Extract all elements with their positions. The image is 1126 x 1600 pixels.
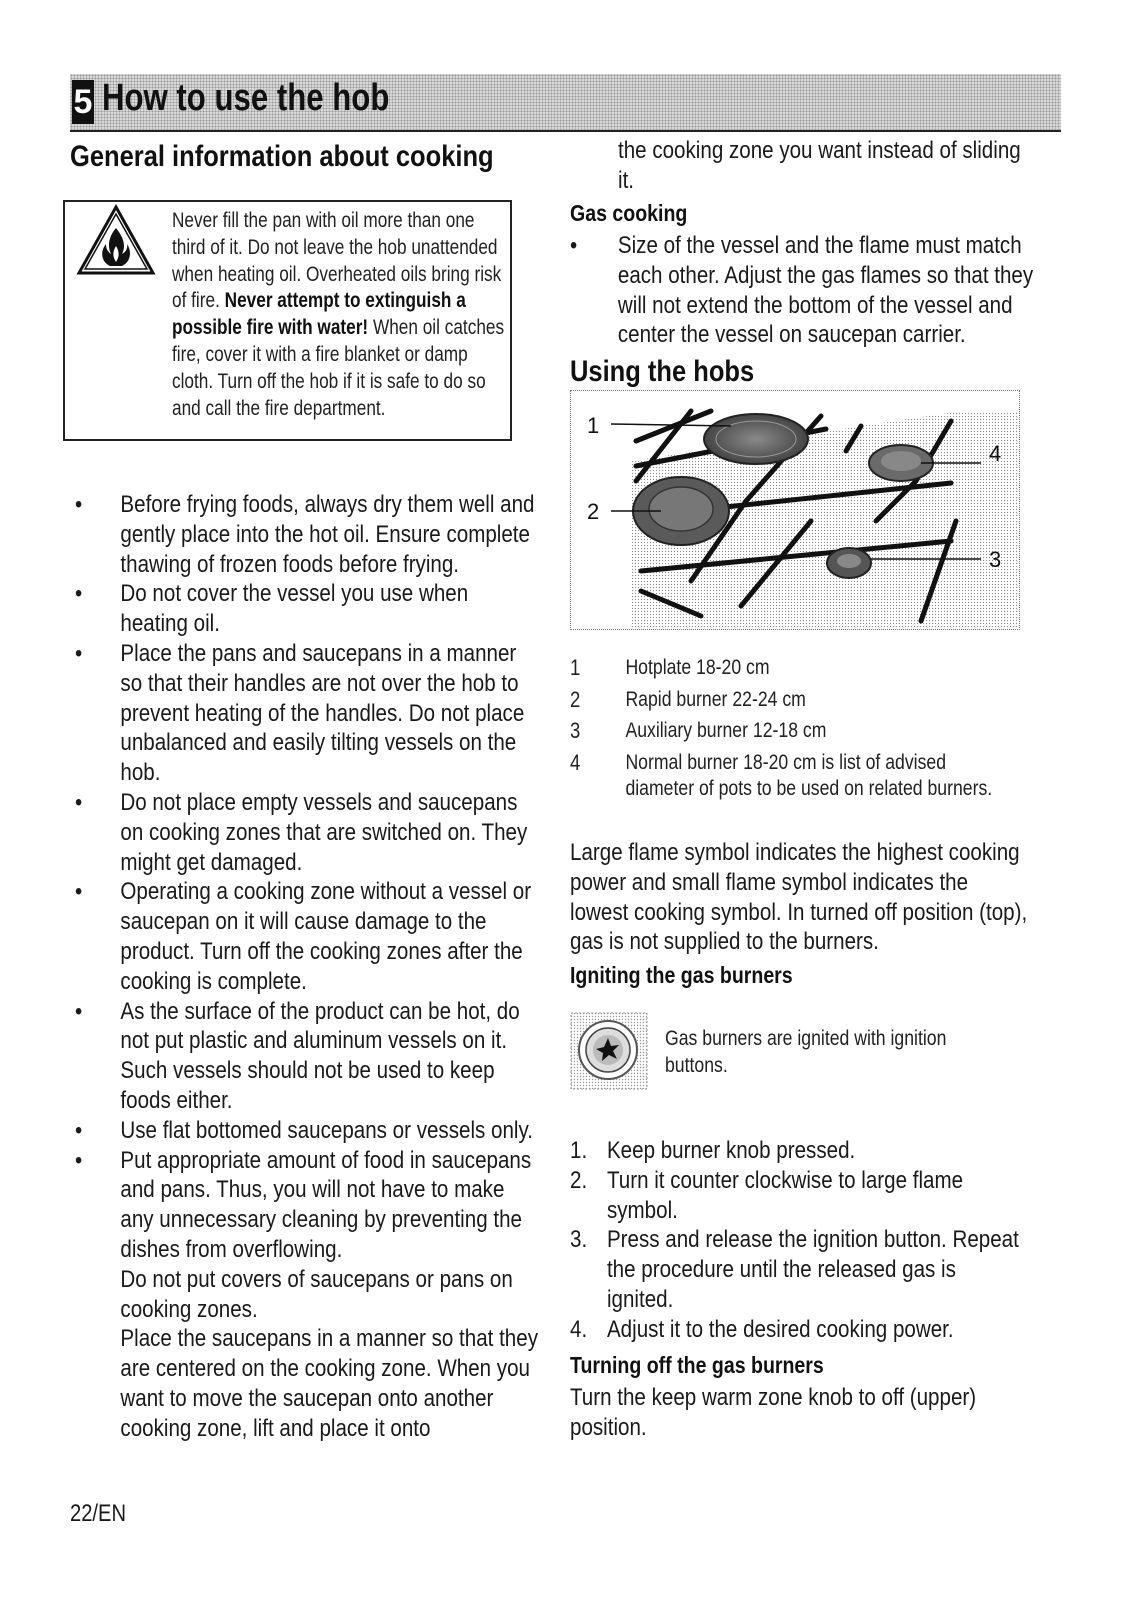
- fire-warning-box: [63, 200, 512, 441]
- legend-row: 1 Hotplate 18-20 cm: [570, 655, 770, 680]
- gas-cooking-bullet: • Size of the vessel and the flame must match each other. Adjust the gas flames so that they will not extend the bottom of the vessel and center the vessel on saucepan carrier.: [570, 232, 1034, 349]
- list-item: • Use flat bottomed saucepans or vessels only.: [75, 1116, 533, 1144]
- figure-label-2: 2: [587, 499, 600, 524]
- list-item: • Place the pans and saucepans in a manner so that their handles are not over the hob to prevent heating of the handles. Do not place unbalanced and easily tilting vessels on the hob.: [75, 639, 525, 787]
- hob-illustration: [571, 391, 1020, 630]
- list-item: 3. Press and release the ignition button. Repeat the procedure until the released gas is ignited.: [570, 1226, 1019, 1313]
- list-item: • Do not cover the vessel you use when heating oil.: [75, 580, 469, 638]
- burner-legend: [570, 655, 1007, 803]
- fire-warning-icon: [76, 204, 156, 276]
- list-item: • Do not place empty vessels and saucepans on cooking zones that are switched on. They might get damaged.: [75, 788, 528, 876]
- warning-text: Never fill the pan with oil more than one third of it. Do not leave the hob unattended when heating oil. Overheated oils bring risk of fire. Never attempt to extinguish a possible fire with water! When oil catches fire, cover it with a fire blanket or damp cloth. Turn off the hob if it is safe to do so and call the fire department.: [172, 209, 505, 420]
- igniting-heading: Igniting the gas burners: [570, 962, 793, 988]
- list-item: 4. Adjust it to the desired cooking power.: [570, 1315, 954, 1343]
- hob-diagram: [570, 390, 1020, 630]
- figure-label-3: 3: [989, 547, 1002, 572]
- section-number: 5: [72, 80, 94, 124]
- list-item: 2. Turn it counter clockwise to large flame symbol.: [570, 1166, 964, 1224]
- section-title: How to use the hob: [102, 77, 390, 119]
- using-hobs-heading: Using the hobs: [570, 355, 755, 388]
- general-info-heading: General information about cooking: [70, 140, 494, 173]
- cooking-tips-list: [70, 490, 540, 1444]
- igniting-steps: [570, 1136, 1028, 1345]
- figure-label-1: 1: [587, 413, 600, 438]
- list-item: • Operating a cooking zone without a vessel or saucepan on it will cause damage to the product. Turn off the cooking zones after the cooking is complete.: [75, 878, 532, 995]
- page-number: 22/EN: [70, 1500, 127, 1527]
- figure-label-4: 4: [989, 441, 1002, 466]
- extra-paragraph: Place the saucepans in a manner so that they are centered on the cooking zone. When you want to move the saucepan onto another cooking zone, lift and place it onto: [120, 1325, 538, 1442]
- ignition-note: Gas burners are ignited with ignition buttons.: [665, 1027, 947, 1077]
- ignition-button-icon: [570, 1012, 648, 1090]
- turning-off-text: Turn the keep warm zone knob to off (upper) position.: [570, 1384, 977, 1441]
- legend-row: 4 Normal burner 18-20 cm is list of advised diameter of pots to be used on related burners.: [570, 749, 993, 800]
- warning-bold-text: Never attempt to extinguish a possible fire with water!: [172, 289, 466, 340]
- legend-row: 2 Rapid burner 22-24 cm: [570, 686, 806, 712]
- continuation-text: the cooking zone you want instead of sliding it.: [618, 137, 1021, 194]
- gas-cooking-heading: Gas cooking: [570, 200, 688, 226]
- extra-paragraph: Do not put covers of saucepans or pans on cooking zones.: [120, 1265, 513, 1323]
- turning-off-heading: Turning off the gas burners: [570, 1352, 824, 1378]
- list-item: • Put appropriate amount of food in saucepans and pans. Thus, you will not have to make any unnecessary cleaning by preventing the dishes from overflowing. Do not put covers of saucepans or pans on cooking zones. Place the saucepans in a manner so that they are centered on the cooking zone. When you want to move the saucepan onto another cooking zone, lift and place it onto: [70, 1146, 540, 1444]
- list-item: 1. Keep burner knob pressed.: [570, 1137, 856, 1164]
- list-item: • Before frying foods, always dry them well and gently place into the hot oil. Ensure complete thawing of frozen foods before frying.: [75, 491, 535, 578]
- list-item: • As the surface of the product can be hot, do not put plastic and aluminum vessels on it. Such vessels should not be used to keep foods either.: [75, 997, 520, 1114]
- legend-row: 3 Auxiliary burner 12-18 cm: [570, 718, 827, 743]
- flame-symbol-paragraph: Large flame symbol indicates the highest cooking power and small flame symbol indicates the lowest cooking symbol. In turned off position (top), gas is not supplied to the burners.: [570, 839, 1028, 956]
